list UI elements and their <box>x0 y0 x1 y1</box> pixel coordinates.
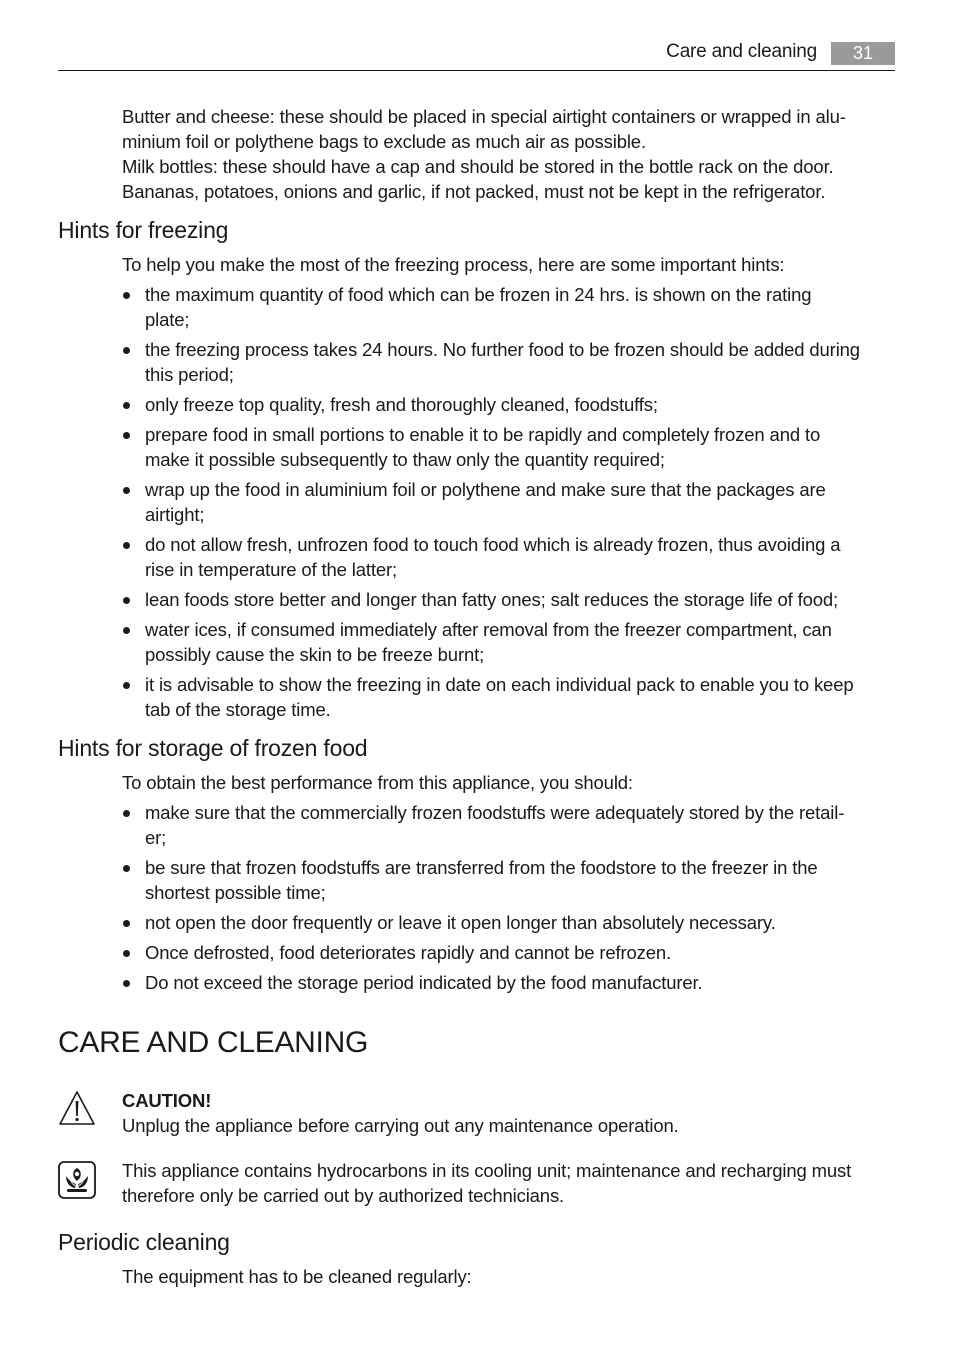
list-item: make sure that the commercially frozen foodstuffs were adequately stored by the retail- er; <box>122 800 894 850</box>
list-item: it is advisable to show the freezing in date on each individual pack to enable you to keep tab of the storage time. <box>122 672 894 722</box>
bullet-icon <box>123 682 130 689</box>
list-item: Once defrosted, food deteriorates rapidly and cannot be refrozen. <box>122 940 894 965</box>
bullet-icon <box>123 597 130 604</box>
bullet-icon <box>123 865 130 872</box>
list-item: wrap up the food in aluminium foil or polythene and make sure that the packages are airtight; <box>122 477 894 527</box>
page-number: 31 <box>831 42 895 65</box>
periodic-cleaning-heading: Periodic cleaning <box>58 1229 230 1255</box>
bullet-icon <box>123 292 130 299</box>
bullet-icon <box>123 810 130 817</box>
header-section-title: Care and cleaning <box>666 41 817 62</box>
bullet-icon <box>123 980 130 987</box>
periodic-cleaning-lead: The equipment has to be cleaned regularly: <box>122 1266 472 1287</box>
list-item: lean foods store better and longer than fatty ones; salt reduces the storage life of food; <box>122 587 894 612</box>
bullet-icon <box>123 432 130 439</box>
care-cleaning-heading: CARE AND CLEANING <box>58 1026 368 1059</box>
bullet-icon <box>123 402 130 409</box>
list-item: the freezing process takes 24 hours. No further food to be frozen should be added during this period; <box>122 337 894 387</box>
caution-title: CAUTION! <box>122 1090 212 1111</box>
environment-icon <box>58 1161 96 1199</box>
caution-text: Unplug the appliance before carrying out any maintenance operation. <box>122 1115 679 1136</box>
list-item: only freeze top quality, fresh and thoroughly cleaned, foodstuffs; <box>122 392 894 417</box>
list-item: prepare food in small portions to enable it to be rapidly and completely frozen and to make it possible subsequently to thaw only the quantity required; <box>122 422 894 472</box>
list-item: not open the door frequently or leave it open longer than absolutely necessary. <box>122 910 894 935</box>
storage-list <box>122 800 894 1000</box>
intro-paragraph <box>122 104 894 204</box>
freezing-heading: Hints for freezing <box>58 217 229 243</box>
freezing-lead: To help you make the most of the freezing process, here are some important hints: <box>122 254 785 275</box>
intro-line: Butter and cheese: these should be placed in special airtight containers or wrapped in alu- <box>122 106 846 127</box>
list-item: do not allow fresh, unfrozen food to touch food which is already frozen, thus avoiding a rise in temperature of the latter; <box>122 532 894 582</box>
bullet-icon <box>123 542 130 549</box>
list-item: water ices, if consumed immediately after removal from the freezer compartment, can possibly cause the skin to be freeze burnt; <box>122 617 894 667</box>
bullet-icon <box>123 920 130 927</box>
bullet-icon <box>123 627 130 634</box>
freezing-list <box>122 282 894 727</box>
storage-lead: To obtain the best performance from this appliance, you should: <box>122 772 633 793</box>
hydrocarbon-notice <box>122 1158 894 1208</box>
list-item: be sure that frozen foodstuffs are transferred from the foodstore to the freezer in the shortest possible time; <box>122 855 894 905</box>
storage-heading: Hints for storage of frozen food <box>58 735 368 761</box>
list-item: Do not exceed the storage period indicated by the food manufacturer. <box>122 970 894 995</box>
list-item: the maximum quantity of food which can be frozen in 24 hrs. is shown on the rating plate; <box>122 282 894 332</box>
bullet-icon <box>123 347 130 354</box>
caution-block <box>122 1088 894 1138</box>
warning-triangle-icon <box>58 1090 96 1126</box>
intro-line: Milk bottles: these should have a cap and should be stored in the bottle rack on the door. <box>122 156 834 177</box>
page-header <box>58 36 895 71</box>
notice-line: This appliance contains hydrocarbons in its cooling unit; maintenance and recharging must <box>122 1160 852 1181</box>
intro-line: minium foil or polythene bags to exclude as much air as possible. <box>122 131 646 152</box>
bullet-icon <box>123 950 130 957</box>
intro-line: Bananas, potatoes, onions and garlic, if not packed, must not be kept in the refrigerator. <box>122 181 826 202</box>
bullet-icon <box>123 487 130 494</box>
notice-line: therefore only be carried out by authorized technicians. <box>122 1185 565 1206</box>
